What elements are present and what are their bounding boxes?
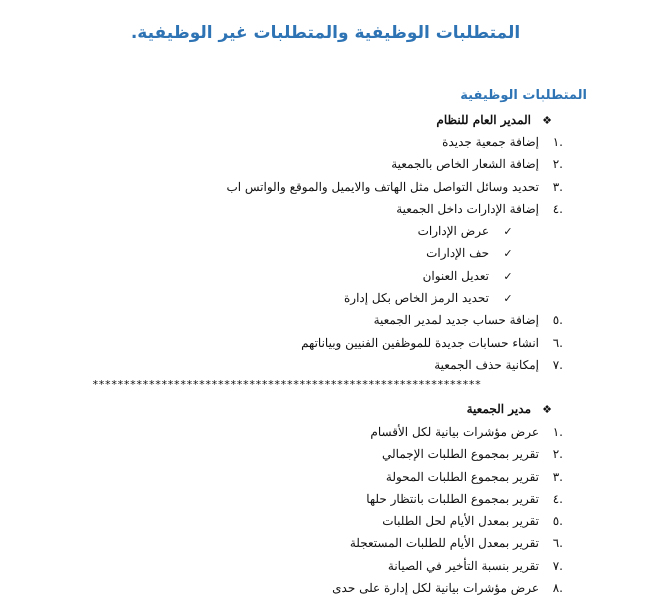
checkmark-icon: ✓ — [503, 247, 513, 261]
item-text: تعديل العنوان — [422, 268, 489, 283]
list-item — [332, 577, 563, 599]
item-number: .٣ — [552, 469, 563, 484]
diamond-bullet-icon: ❖ — [542, 403, 552, 416]
item-text: تقرير بنسبة التأخير في الصيانة — [387, 558, 539, 573]
list-item — [332, 421, 563, 443]
item-text: تقرير بمجموع الطلبات بانتظار حلها — [366, 491, 539, 506]
item-number: .٣ — [552, 179, 563, 194]
item-number: .٥ — [552, 514, 563, 529]
sub-list-item — [226, 287, 563, 309]
item-text: تقرير بمعدل الأيام للطلبات المستعجلة — [349, 536, 539, 551]
item-text: انشاء حسابات جديدة للموظفين الفنيين وبياناتهم — [301, 335, 539, 350]
section-heading: المتطلبات الوظيفية — [460, 88, 587, 103]
item-text: إضافة جمعية جديدة — [442, 135, 539, 149]
list-item — [226, 176, 563, 198]
list-item — [226, 131, 563, 153]
list-item — [332, 488, 563, 510]
role-title: المدير العام للنظام — [436, 113, 531, 127]
checkmark-icon: ✓ — [503, 269, 513, 283]
list-item — [332, 532, 563, 554]
document-title: المتطلبات الوظيفية والمتطلبات غير الوظيفية. — [130, 23, 521, 43]
item-text: تحديد الرمز الخاص بكل إدارة — [344, 291, 489, 306]
item-number: .٢ — [552, 447, 563, 462]
item-text: حف الإدارات — [426, 246, 489, 261]
list-item — [226, 354, 563, 376]
item-text: إمكانية حذف الجمعية — [434, 357, 539, 372]
sub-list-item — [226, 242, 563, 264]
checkmark-icon: ✓ — [503, 225, 513, 239]
asterisk-separator: ************************************************************** — [92, 378, 481, 391]
item-number: .٤ — [552, 201, 563, 216]
item-text: تقرير بمجموع الطلبات الإجمالي — [382, 447, 539, 462]
item-text: تقرير بمعدل الأيام لحل الطلبات — [382, 514, 539, 529]
list-item — [332, 443, 563, 465]
role-heading-association-manager — [467, 399, 555, 420]
list-item — [332, 510, 563, 532]
role-heading-system-admin — [436, 110, 555, 131]
item-number: .٢ — [552, 157, 563, 172]
item-number: .٧ — [552, 357, 563, 372]
item-number: .٥ — [552, 313, 563, 328]
item-text: إضافة حساب جديد لمدير الجمعية — [373, 313, 539, 328]
sub-list-item — [226, 265, 563, 287]
list-item — [226, 309, 563, 331]
item-text: عرض مؤشرات بيانية لكل الأقسام — [370, 425, 539, 439]
list-item — [226, 198, 563, 220]
item-number: .٦ — [552, 335, 563, 350]
system-admin-requirements-list — [226, 131, 563, 376]
item-text: تحديد وسائل التواصل مثل الهاتف والايميل والموقع والواتس اب — [226, 179, 539, 194]
role-title: مدير الجمعية — [466, 402, 531, 416]
item-number: .١ — [552, 425, 563, 439]
item-number: .١ — [552, 135, 563, 149]
list-item — [226, 153, 563, 175]
list-item — [226, 332, 563, 354]
association-manager-requirements-list — [332, 421, 563, 599]
item-text: إضافة الشعار الخاص بالجمعية — [391, 157, 539, 172]
item-number: .٨ — [552, 581, 563, 596]
list-item — [332, 555, 563, 577]
item-number: .٧ — [552, 558, 563, 573]
item-number: .٤ — [552, 491, 563, 506]
sub-list-item — [226, 220, 563, 242]
list-item — [332, 466, 563, 488]
item-text: تقرير بمجموع الطلبات المحولة — [385, 469, 539, 484]
diamond-bullet-icon: ❖ — [542, 114, 552, 127]
item-number: .٦ — [552, 536, 563, 551]
item-text: عرض مؤشرات بيانية لكل إدارة على حدى — [332, 581, 539, 596]
item-text: عرض الإدارات — [417, 224, 489, 239]
item-text: إضافة الإدارات داخل الجمعية — [396, 201, 539, 216]
checkmark-icon: ✓ — [503, 292, 513, 306]
